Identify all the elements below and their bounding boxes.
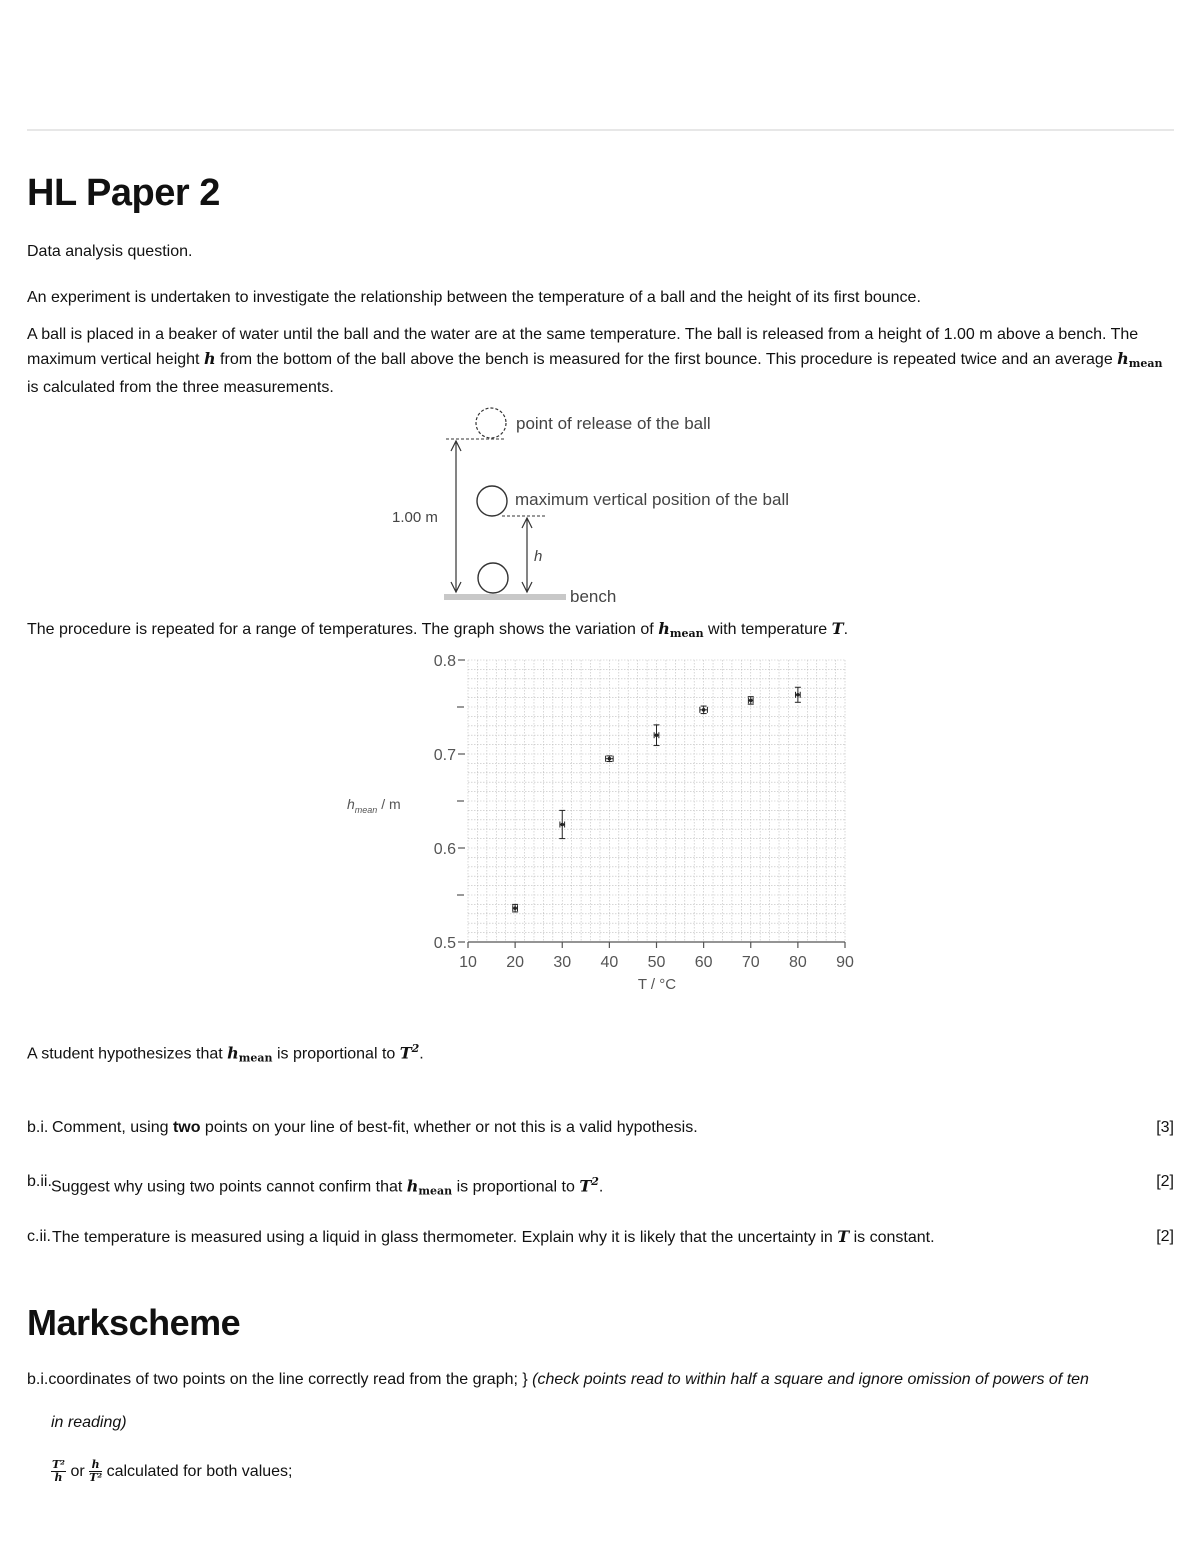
markscheme-line-3: $\frac{\text{T²}}{h}$ or $\frac{h}{\text{T²}}$ calculated for both values; [52,1458,293,1485]
markscheme-line-2: in reading) [51,1414,127,1431]
h-label: h [534,548,543,565]
data-point [606,756,614,762]
intro-paragraph-1: An experiment is undertaken to investigate the relationship between the temperature of a ball and the height of its first bounce. [27,289,921,306]
x-tick-label: 90 [836,954,854,971]
data-point [795,687,801,702]
x-tick-label: 30 [553,954,572,971]
x-tick-label: 40 [600,954,619,971]
question-b-ii [27,1170,1174,1198]
x-axis-label: T / °C [637,976,677,993]
point-marker [749,699,753,703]
point-marker [796,693,800,697]
x-tick-label: 70 [741,954,760,971]
graph-intro: The procedure is repeated for a range of temperatures. The graph shows the variation of hmean with temperature T. [27,619,849,640]
question-marks: [2] [1156,1173,1174,1190]
bench-label: bench [570,587,617,606]
x-tick-label: 60 [694,954,713,971]
release-ball [476,408,506,438]
markscheme-line-1: b.i.coordinates of two points on the line correctly read from the graph; } (check points read to within half a square and ignore omission of powers of ten [27,1371,1089,1388]
markscheme-title: Markscheme [27,1302,241,1343]
question-text: Comment, using two points on your line of best-fit, whether or not this is a valid hypothesis. [52,1119,698,1136]
chart-grid [468,660,845,942]
x-tick-label: 10 [459,954,477,971]
x-tick-label: 20 [506,954,525,971]
point-marker [608,757,612,761]
x-tick-label: 50 [647,954,666,971]
fraction-h-over-t2: $\frac{h}{\text{T²}}$ [89,1458,103,1485]
max-position-label: maximum vertical position of the ball [515,490,790,509]
chart-ticks [434,653,854,971]
data-point [748,697,754,705]
question-text: Suggest why using two points cannot confirm that hmean is proportional to $T^2$. [51,1175,604,1198]
point-marker [513,906,517,910]
y-tick-label: 0.6 [433,841,456,858]
release-label: point of release of the ball [516,414,711,433]
max-ball [477,486,507,516]
question-number: b.i. [27,1119,49,1136]
y-tick-label: 0.7 [433,747,456,764]
hmean-vs-temperature-chart [335,645,865,1000]
y-tick-label: 0.5 [433,935,456,952]
header-divider [27,129,1174,131]
data-point [654,725,660,746]
hypothesis: A student hypothesizes that hmean is proportional to $T^2$. [27,1042,424,1065]
question-c-ii [27,1225,1174,1249]
question-marks: [2] [1156,1228,1174,1245]
intro-label: Data analysis question. [27,243,193,260]
height-label: 1.00 m [392,509,438,526]
question-number: b.ii. [27,1173,52,1190]
ball-diagram [380,400,840,610]
question-number: c.ii. [27,1228,51,1245]
point-marker [702,708,706,712]
x-tick-label: 80 [788,954,807,971]
data-point [559,810,565,838]
question-text: The temperature is measured using a liquid in glass thermometer. Explain why it is likely that the uncertainty in T is constant. [52,1227,935,1246]
y-tick-label: 0.8 [433,653,456,670]
data-point [512,904,518,912]
point-marker [560,823,564,827]
fraction-t2-over-h: $\frac{\text{T²}}{h}$ [52,1458,66,1485]
y-axis-label: $h_{mean}$ / m [347,796,401,815]
question-marks: [3] [1156,1119,1174,1136]
question-b-i [27,1116,1174,1140]
point-marker [655,733,659,737]
bench [444,594,566,600]
bench-ball [478,563,508,593]
page-title: HL Paper 2 [27,172,220,214]
intro-paragraph-2: A ball is placed in a beaker of water until the ball and the water are at the same temperature. The ball is released from a height of 1.00 m above a bench. The maximum vertical height h from the bottom of the ball above the bench is measured for the first bounce. This procedure is repeated twice and an average hmean is calculated from the three measurements. [27,326,1163,396]
